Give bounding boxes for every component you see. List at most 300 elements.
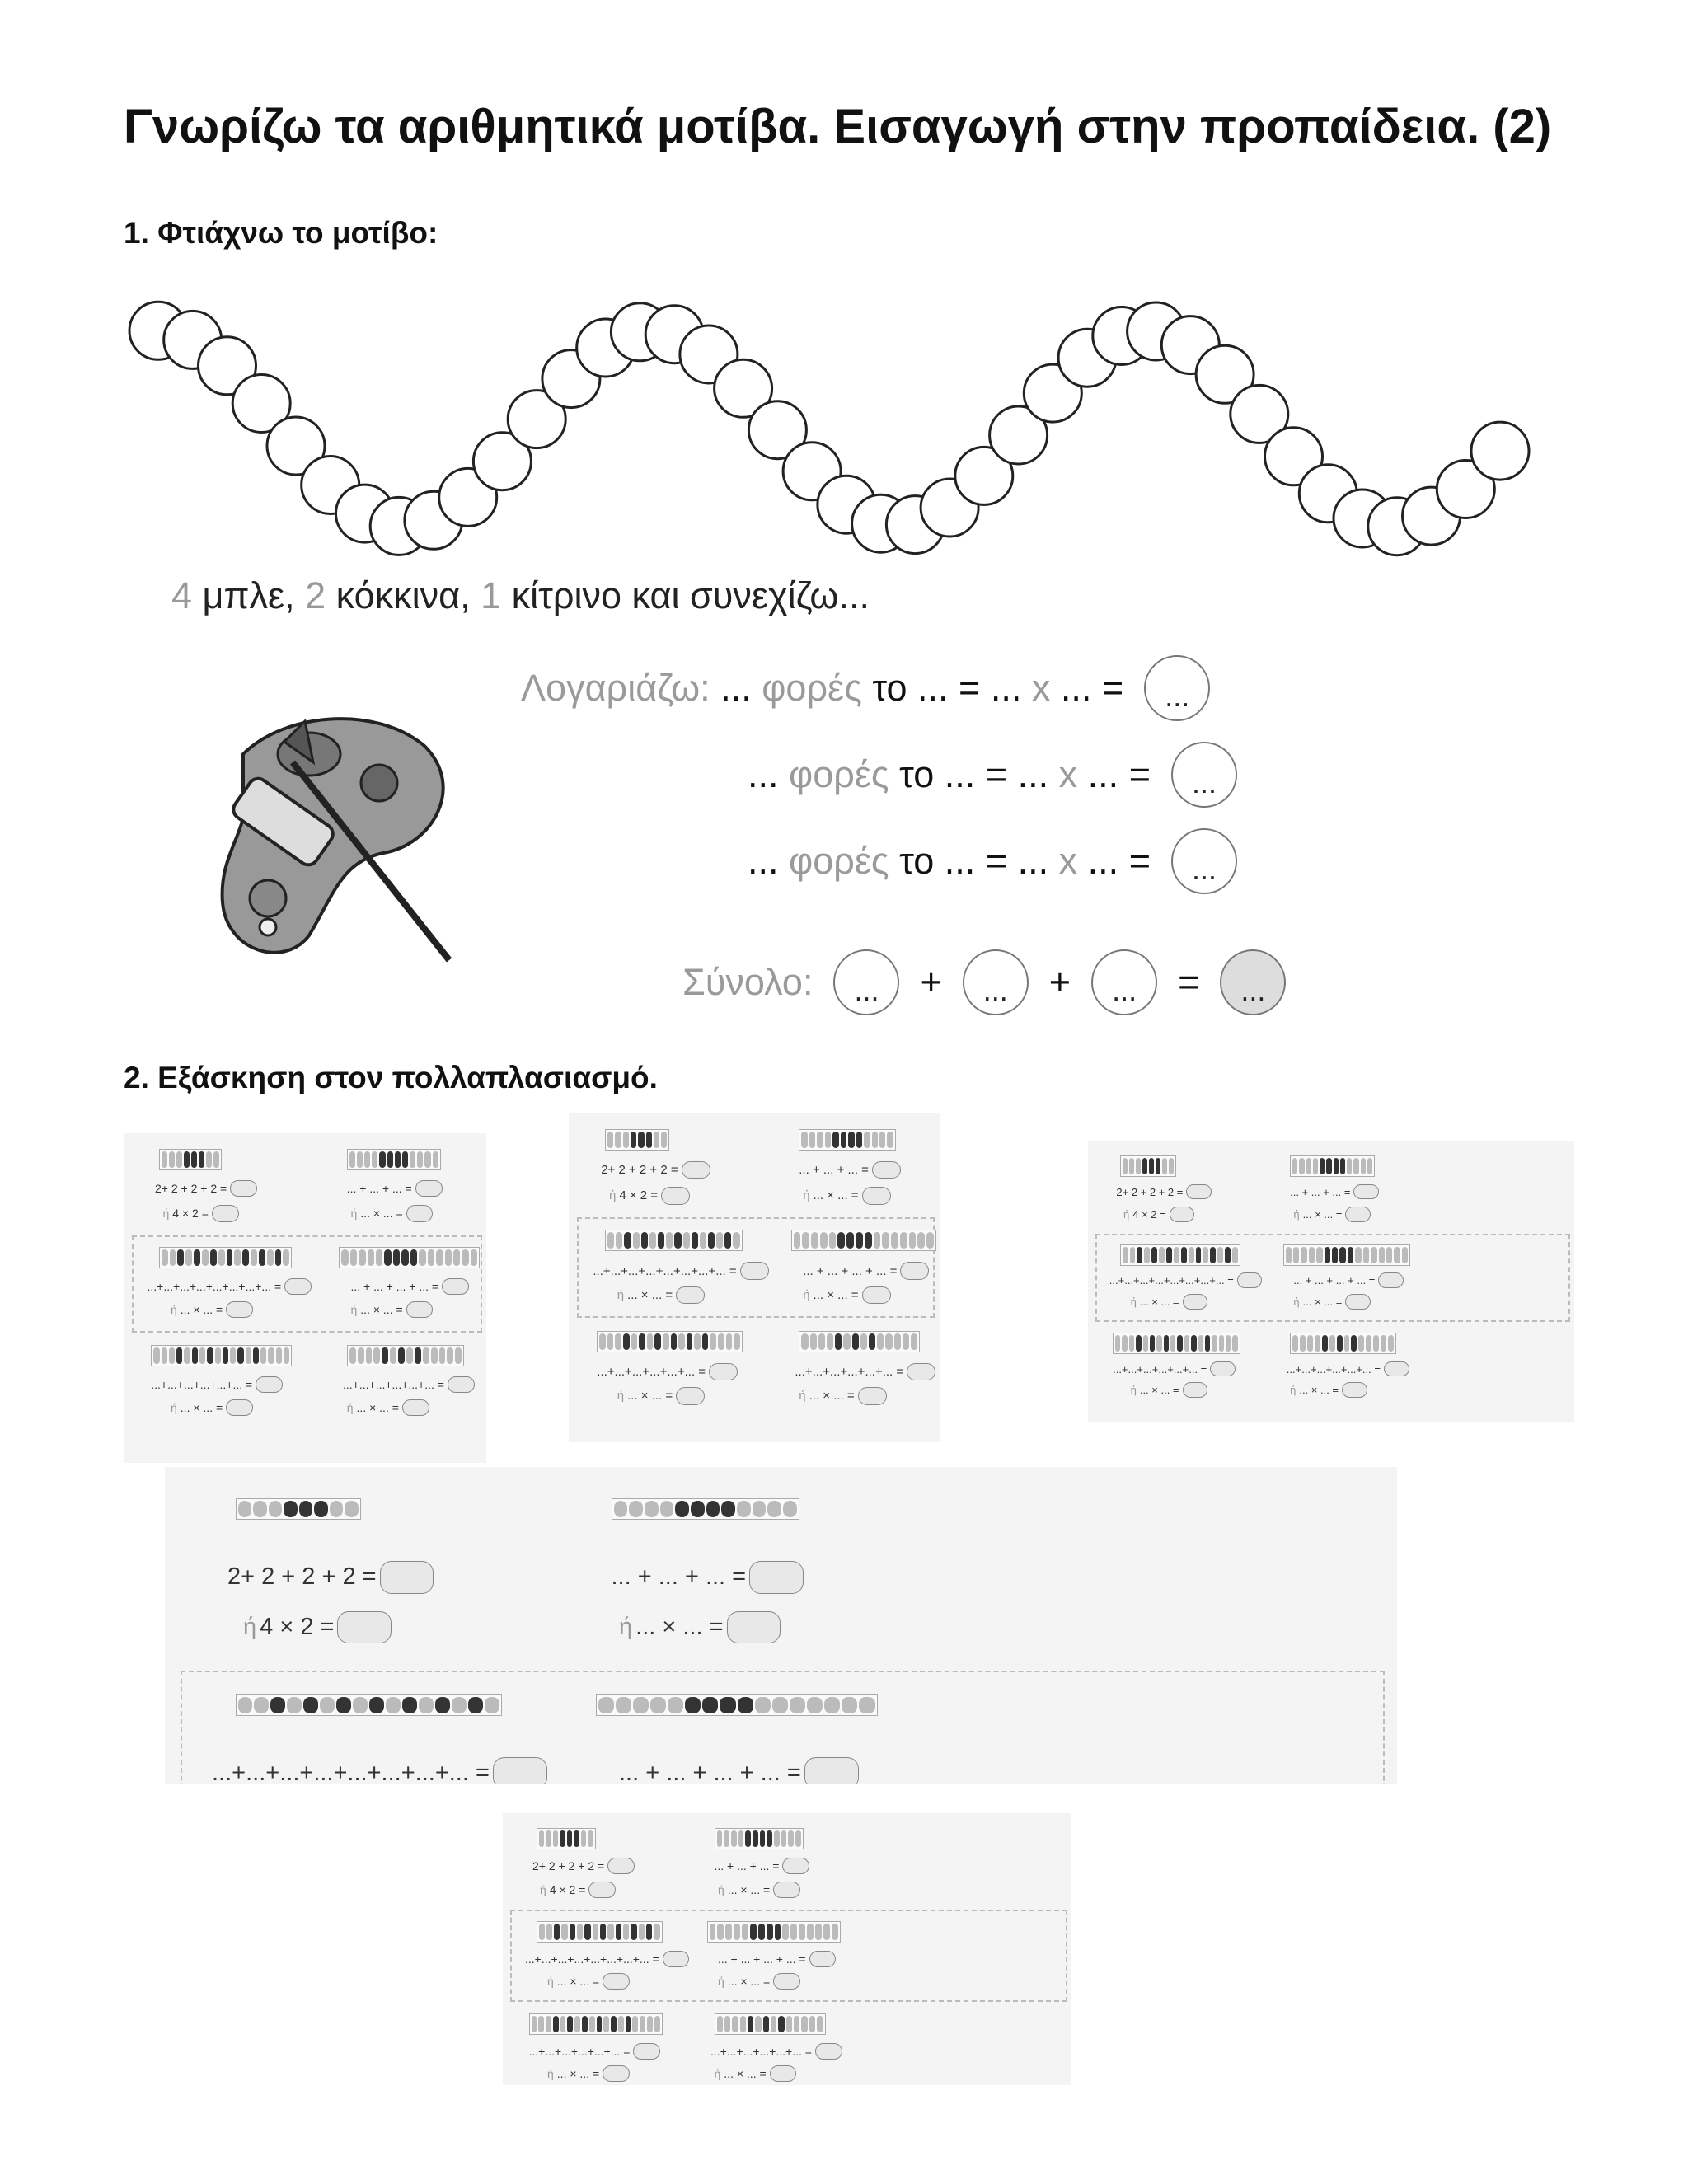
- bead-bar: [1283, 1244, 1411, 1266]
- bar-bead: [1123, 1247, 1128, 1263]
- or-word: ή: [803, 1287, 810, 1302]
- bar-bead: [734, 1333, 740, 1350]
- answer-bubble[interactable]: [661, 1187, 690, 1205]
- answer-bubble[interactable]: [1183, 1294, 1208, 1310]
- bar-bead: [423, 1347, 429, 1364]
- bar-bead: [597, 2016, 603, 2032]
- bar-bead: [373, 1347, 380, 1364]
- bar-bead: [882, 1232, 889, 1249]
- equation-text: 4 × 2 =: [172, 1207, 209, 1221]
- bar-bead: [1164, 1335, 1169, 1352]
- red-label: κόκκινα,: [326, 574, 481, 616]
- bar-bead: [1137, 1247, 1142, 1263]
- bar-bead: [1373, 1335, 1379, 1352]
- answer-bubble[interactable]: [1345, 1294, 1371, 1310]
- bar-bead: [1130, 1247, 1136, 1263]
- bar-bead: [824, 1697, 840, 1713]
- answer-bubble[interactable]: [1378, 1272, 1404, 1288]
- bar-bead: [462, 1249, 468, 1266]
- bar-bead: [877, 1333, 884, 1350]
- bar-bead: [1189, 1247, 1194, 1263]
- bar-bead: [398, 1347, 405, 1364]
- bar-bead: [823, 1924, 830, 1940]
- bar-bead: [162, 1151, 167, 1168]
- answer-bubble[interactable]: [709, 1363, 738, 1381]
- bar-bead: [650, 1697, 666, 1713]
- bar-bead: [283, 1249, 289, 1266]
- blank[interactable]: ...: [748, 753, 779, 795]
- answer-bubble[interactable]: [1183, 1382, 1208, 1398]
- bar-bead: [683, 1232, 690, 1249]
- equation-text: ...+...+...+...+...+...+...+... =: [525, 1952, 659, 1966]
- bar-bead: [718, 1333, 724, 1350]
- equation-line: [795, 1363, 935, 1381]
- or-word: ή: [540, 1882, 546, 1896]
- or-word: ή: [803, 1188, 810, 1203]
- blank[interactable]: ...: [1087, 753, 1119, 795]
- yellow-count: 1: [481, 574, 502, 616]
- bar-bead: [330, 1501, 344, 1517]
- bar-bead: [567, 1830, 573, 1847]
- total-label: Σύνολο:: [682, 961, 814, 1003]
- bar-bead: [926, 1232, 934, 1249]
- answer-bubble[interactable]: [773, 1973, 800, 1990]
- bar-bead: [1162, 1158, 1167, 1174]
- bar-bead: [1151, 1247, 1157, 1263]
- bar-bead: [1351, 1335, 1357, 1352]
- answer-bubble[interactable]: [1210, 1361, 1236, 1377]
- bar-bead: [358, 1347, 364, 1364]
- answer-bubble[interactable]: [809, 1951, 837, 1967]
- bar-bead: [270, 1697, 285, 1713]
- bar-bead: [1402, 1247, 1408, 1263]
- answer-circle[interactable]: ...: [1091, 949, 1157, 1015]
- bar-bead: [207, 1347, 213, 1364]
- equation-line: [715, 1858, 810, 1874]
- bar-bead: [384, 1249, 391, 1266]
- bar-bead: [733, 1232, 739, 1249]
- exercise-panel: [165, 1467, 1397, 1784]
- equation-text: 2+ 2 + 2 + 2 =: [1116, 1185, 1184, 1198]
- bar-bead: [738, 1697, 753, 1713]
- or-equation-line: [547, 1973, 630, 1990]
- bar-bead: [763, 2016, 769, 2032]
- answer-bubble[interactable]: [782, 1858, 809, 1874]
- bar-bead: [1136, 1158, 1141, 1174]
- or-equation-line: [799, 1387, 886, 1405]
- equation-line: [799, 1161, 901, 1179]
- answer-bubble[interactable]: [1384, 1361, 1409, 1377]
- bar-bead: [1136, 1335, 1141, 1352]
- bar-bead: [455, 1347, 462, 1364]
- blank[interactable]: ...: [944, 840, 976, 882]
- bar-bead: [1170, 1335, 1175, 1352]
- bar-bead: [162, 1347, 167, 1364]
- exercise-panel: [569, 1113, 940, 1442]
- answer-bubble[interactable]: [442, 1278, 469, 1295]
- or-word: ή: [350, 1303, 358, 1317]
- answer-bubble[interactable]: [1345, 1207, 1371, 1222]
- bar-bead: [184, 1347, 190, 1364]
- bar-bead: [387, 1151, 393, 1168]
- bead-bar: [605, 1230, 743, 1251]
- bar-bead: [1150, 1335, 1155, 1352]
- equation-text: ...+...+...+...+...+...+...+... =: [147, 1279, 282, 1293]
- equation-text: ... + ... + ... + ... =: [1293, 1274, 1376, 1287]
- bar-bead: [314, 1501, 328, 1517]
- bar-bead: [631, 1333, 638, 1350]
- bar-bead: [223, 1347, 228, 1364]
- answer-bubble[interactable]: [815, 2043, 842, 2060]
- equation-text: ... + ... + ... =: [1290, 1185, 1351, 1198]
- bead-bar: [707, 1921, 841, 1943]
- bar-bead: [210, 1249, 217, 1266]
- answer-bubble[interactable]: [588, 1882, 616, 1898]
- equation-text: ... + ... + ... + ... =: [619, 1759, 801, 1784]
- blank[interactable]: ...: [1087, 840, 1119, 882]
- answer-circle[interactable]: ...: [1171, 742, 1237, 808]
- bar-bead: [406, 1347, 413, 1364]
- bead[interactable]: [1471, 422, 1529, 480]
- bar-bead: [772, 1697, 788, 1713]
- answer-bubble[interactable]: [406, 1301, 434, 1318]
- answer-bubble[interactable]: [493, 1757, 547, 1785]
- answer-circle[interactable]: ...: [1144, 655, 1210, 721]
- bar-bead: [616, 1924, 621, 1940]
- bar-bead: [213, 1151, 219, 1168]
- bar-bead: [1307, 1335, 1313, 1352]
- bar-bead: [364, 1151, 370, 1168]
- bar-bead: [1313, 1158, 1318, 1174]
- or-word: ή: [617, 1389, 625, 1404]
- equation-line: [1109, 1272, 1263, 1288]
- bar-bead: [238, 1501, 252, 1517]
- equation-line: [718, 1951, 836, 1967]
- bar-bead: [615, 1132, 621, 1148]
- answer-bubble[interactable]: [402, 1399, 429, 1416]
- equation-text: ...+...+...+...+...+... =: [1286, 1362, 1381, 1376]
- bar-bead: [794, 1232, 801, 1249]
- answer-bubble[interactable]: [212, 1205, 239, 1221]
- plus-sign: +: [920, 961, 942, 1003]
- answer-bubble[interactable]: [682, 1161, 710, 1179]
- bar-bead: [738, 1830, 744, 1847]
- bead-bar: [236, 1498, 361, 1520]
- bar-bead: [654, 1924, 659, 1940]
- blank[interactable]: ...: [1017, 840, 1049, 882]
- bar-bead: [303, 1697, 318, 1713]
- answer-bubble[interactable]: [256, 1376, 283, 1393]
- bar-bead: [649, 1232, 656, 1249]
- answer-bubble[interactable]: [862, 1286, 891, 1305]
- bar-bead: [631, 1132, 636, 1148]
- bar-bead: [1144, 1247, 1150, 1263]
- bar-bead: [783, 1501, 797, 1517]
- equation-text: ... + ... + ... + ... =: [718, 1952, 806, 1966]
- bar-bead: [593, 1924, 598, 1940]
- answer-bubble[interactable]: [804, 1757, 859, 1785]
- answer-bubble[interactable]: [1170, 1207, 1195, 1222]
- bar-bead: [724, 1830, 729, 1847]
- bar-bead: [1301, 1247, 1306, 1263]
- answer-bubble[interactable]: [676, 1387, 705, 1405]
- bar-bead: [1149, 1158, 1154, 1174]
- bar-bead: [368, 1249, 374, 1266]
- equation-text: ...+...+...+...+...+... =: [151, 1377, 253, 1391]
- answer-bubble[interactable]: [226, 1301, 253, 1318]
- or-equation-line: [243, 1611, 392, 1644]
- answer-bubble[interactable]: [380, 1561, 434, 1594]
- bar-bead: [246, 1347, 251, 1364]
- bar-bead: [629, 1501, 643, 1517]
- equation-line: [803, 1262, 929, 1280]
- bar-bead: [538, 2016, 544, 2032]
- bar-bead: [415, 1347, 421, 1364]
- bar-bead: [817, 2016, 823, 2032]
- bar-bead: [234, 1249, 241, 1266]
- answer-bubble[interactable]: [1353, 1184, 1379, 1200]
- bar-bead: [402, 1697, 417, 1713]
- bar-bead: [668, 1697, 683, 1713]
- answer-bubble[interactable]: [1186, 1184, 1212, 1200]
- answer-bubble[interactable]: [337, 1611, 392, 1644]
- bar-bead: [874, 1232, 881, 1249]
- times-word: φορές: [789, 753, 889, 795]
- bar-bead: [654, 1333, 661, 1350]
- bar-bead: [829, 1232, 837, 1249]
- answer-bubble[interactable]: [448, 1376, 475, 1393]
- blank[interactable]: ...: [1060, 667, 1092, 709]
- bar-bead: [402, 1151, 408, 1168]
- bead-bar: [799, 1331, 920, 1352]
- answer-bubble[interactable]: [607, 1858, 635, 1874]
- times-sign: x: [1058, 753, 1078, 795]
- bar-bead: [192, 1347, 198, 1364]
- bar-bead: [574, 2016, 580, 2032]
- answer-bubble[interactable]: [603, 2065, 630, 2082]
- bar-bead: [170, 1249, 176, 1266]
- bar-bead: [227, 1249, 233, 1266]
- exercise-panel: [124, 1133, 486, 1463]
- bead-wave: [124, 288, 1541, 560]
- bead-bar: [1290, 1155, 1375, 1177]
- bar-bead: [717, 2016, 723, 2032]
- bar-bead: [760, 1830, 766, 1847]
- blank[interactable]: ...: [720, 667, 752, 709]
- answer-bubble[interactable]: [858, 1387, 887, 1405]
- answer-bubble[interactable]: [676, 1286, 705, 1305]
- bar-bead: [1332, 1247, 1338, 1263]
- equation-line: [148, 1278, 312, 1295]
- or-equation-line: [540, 1882, 616, 1898]
- bar-bead: [801, 1333, 808, 1350]
- answer-circle[interactable]: ...: [833, 949, 899, 1015]
- blank[interactable]: ...: [944, 753, 976, 795]
- bar-bead: [647, 2016, 653, 2032]
- bar-bead: [1329, 1335, 1335, 1352]
- bar-bead: [663, 1333, 669, 1350]
- bar-bead: [740, 2016, 746, 2032]
- or-word: ή: [609, 1188, 617, 1203]
- bar-bead: [865, 1232, 872, 1249]
- paint-palette-icon: [210, 705, 466, 972]
- bar-bead: [781, 1830, 787, 1847]
- bead-bar: [347, 1149, 441, 1170]
- bar-bead: [1340, 1158, 1345, 1174]
- bar-bead: [674, 1232, 681, 1249]
- or-word: ή: [350, 1207, 358, 1221]
- times-word: φορές: [789, 840, 889, 882]
- bar-bead: [169, 1151, 175, 1168]
- answer-bubble[interactable]: [770, 2065, 797, 2082]
- bar-bead: [299, 1501, 313, 1517]
- bar-bead: [832, 1924, 838, 1940]
- or-word: ή: [619, 1614, 633, 1641]
- blue-count: 4: [171, 574, 193, 616]
- bar-bead: [153, 1347, 159, 1364]
- bar-bead: [872, 1132, 878, 1148]
- bar-bead: [887, 1132, 893, 1148]
- blank[interactable]: ...: [748, 840, 779, 882]
- or-equation-line: [715, 2065, 797, 2082]
- calc-label: Λογαριάζω:: [521, 667, 710, 709]
- bar-bead: [694, 1333, 701, 1350]
- answer-bubble[interactable]: [1342, 1382, 1367, 1398]
- or-equation-line: [547, 2065, 630, 2082]
- equation-text: ...+...+...+...+...+... =: [343, 1377, 444, 1391]
- bar-bead: [774, 1830, 780, 1847]
- answer-circle[interactable]: ...: [963, 949, 1029, 1015]
- bar-bead: [645, 1501, 659, 1517]
- equation-text: ... + ... + ... + ... =: [803, 1263, 898, 1278]
- page-title: Γνωρίζω τα αριθμητικά μοτίβα. Εισαγωγή στην προπαίδεια. (2): [124, 100, 1552, 153]
- answer-bubble[interactable]: [663, 1951, 690, 1967]
- bar-bead: [1205, 1335, 1210, 1352]
- blank[interactable]: ...: [1017, 753, 1049, 795]
- bar-bead: [560, 2016, 566, 2032]
- bar-bead: [349, 1151, 355, 1168]
- equation-line: [151, 1376, 283, 1393]
- bar-bead: [767, 1924, 773, 1940]
- bar-bead: [376, 1249, 382, 1266]
- answer-bubble[interactable]: [415, 1180, 443, 1197]
- bar-bead: [199, 1151, 204, 1168]
- equals: =: [959, 667, 981, 709]
- calc-row-1: [521, 651, 1210, 725]
- bar-bead: [618, 2016, 624, 2032]
- equation-text: ... × ... =: [813, 1287, 859, 1302]
- equation-line: [1290, 1184, 1379, 1200]
- answer-bubble[interactable]: [633, 2043, 660, 2060]
- answer-bubble[interactable]: [226, 1399, 253, 1416]
- equation-text: ... + ... + ... =: [346, 1182, 412, 1196]
- or-equation-line: [803, 1187, 890, 1205]
- bar-bead: [267, 1249, 274, 1266]
- bead-bar: [1113, 1333, 1240, 1354]
- bead-bar: [347, 1345, 465, 1366]
- bar-bead: [393, 1249, 400, 1266]
- answer-bubble[interactable]: [1237, 1272, 1263, 1288]
- total-answer-circle[interactable]: ...: [1220, 949, 1286, 1015]
- blank[interactable]: ...: [990, 667, 1022, 709]
- bar-bead: [801, 1132, 807, 1148]
- equation-text: 4 × 2 =: [549, 1882, 586, 1896]
- answer-bubble[interactable]: [230, 1180, 257, 1197]
- bar-bead: [431, 1347, 438, 1364]
- blank[interactable]: ...: [917, 667, 949, 709]
- bead-bar: [799, 1129, 896, 1151]
- bar-bead: [852, 1333, 859, 1350]
- answer-bubble[interactable]: [740, 1262, 769, 1280]
- bar-bead: [553, 1830, 559, 1847]
- equation-text: ... × ... =: [727, 1974, 771, 1988]
- bar-bead: [485, 1697, 499, 1713]
- bead-bar: [537, 1828, 596, 1849]
- bar-bead: [1344, 1335, 1350, 1352]
- answer-bubble[interactable]: [907, 1363, 935, 1381]
- answer-bubble[interactable]: [727, 1611, 781, 1644]
- bar-bead: [554, 1924, 560, 1940]
- bar-bead: [654, 1132, 659, 1148]
- equation-text: ... × ... =: [627, 1389, 673, 1404]
- bead-bar: [159, 1247, 293, 1268]
- calc-row-3: [748, 824, 1237, 898]
- answer-bubble[interactable]: [862, 1187, 891, 1205]
- equation-text: ... × ... =: [556, 2067, 600, 2081]
- answer-bubble[interactable]: [900, 1262, 929, 1280]
- answer-bubble[interactable]: [284, 1278, 312, 1295]
- bar-bead: [268, 1347, 274, 1364]
- answer-bubble[interactable]: [603, 1973, 630, 1990]
- bar-bead: [717, 1830, 723, 1847]
- bar-bead: [623, 1333, 630, 1350]
- or-word: ή: [1123, 1208, 1130, 1221]
- bar-bead: [581, 1830, 587, 1847]
- bar-bead: [614, 1501, 628, 1517]
- bar-bead: [424, 1151, 430, 1168]
- bar-bead: [1347, 1158, 1352, 1174]
- bar-bead: [1309, 1247, 1315, 1263]
- bar-bead: [1355, 1247, 1361, 1263]
- equation-line: [529, 2043, 661, 2060]
- red-count: 2: [305, 574, 326, 616]
- section1-heading: 1. Φτιάχνω το μοτίβο:: [124, 216, 438, 250]
- bar-bead: [775, 1924, 781, 1940]
- bar-bead: [809, 1132, 815, 1148]
- or-word: ή: [1293, 1295, 1300, 1308]
- answer-bubble[interactable]: [773, 1882, 800, 1898]
- bar-bead: [710, 1333, 716, 1350]
- equals: =: [1128, 753, 1151, 795]
- bar-bead: [185, 1249, 192, 1266]
- bar-bead: [734, 1924, 740, 1940]
- bar-bead: [561, 1924, 567, 1940]
- bar-bead: [218, 1249, 225, 1266]
- bar-bead: [287, 1697, 302, 1713]
- bar-bead: [1232, 1335, 1237, 1352]
- bead-bar: [529, 2013, 663, 2035]
- bar-bead: [860, 1333, 867, 1350]
- bar-bead: [632, 2016, 638, 2032]
- or-equation-line: [718, 1882, 800, 1898]
- bar-bead: [778, 2016, 784, 2032]
- answer-bubble[interactable]: [749, 1561, 804, 1594]
- answer-bubble[interactable]: [872, 1161, 901, 1179]
- or-word: ή: [799, 1389, 806, 1404]
- answer-bubble[interactable]: [406, 1205, 434, 1221]
- answer-circle[interactable]: ...: [1171, 828, 1237, 894]
- bar-bead: [675, 1501, 689, 1517]
